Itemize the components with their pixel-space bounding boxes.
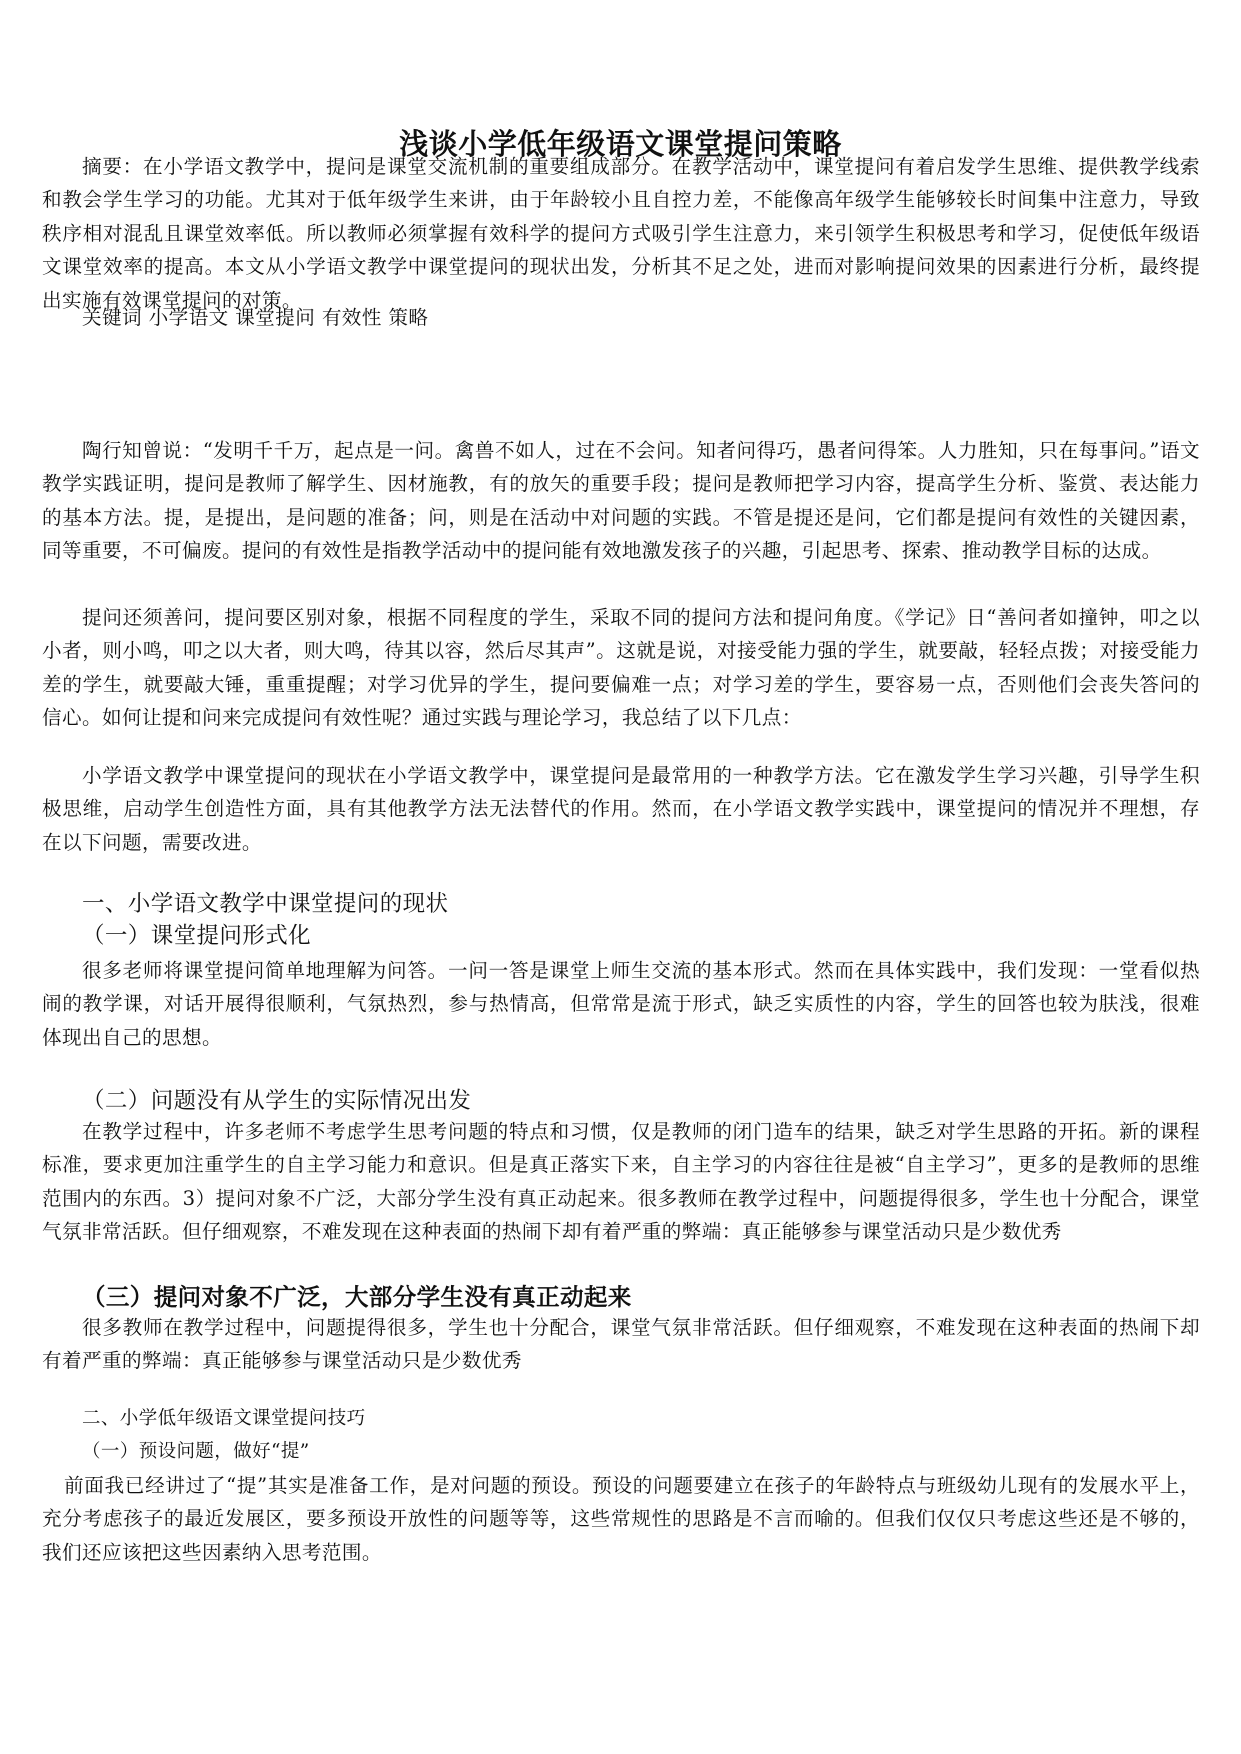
document-title: 浅谈小学低年级语文课堂提问策略 bbox=[399, 127, 842, 161]
section-1-heading: 一、小学语文教学中课堂提问的现状 bbox=[82, 891, 449, 917]
section-1-sub-1-heading: （一）课堂提问形式化 bbox=[82, 923, 312, 949]
abstract-paragraph: 摘要：在小学语文教学中，提问是课堂交流机制的重要组成部分。在教学活动中，课堂提问有着启发学生思维、提供教学线索和教会学生学习的功能。尤其对于低年级学生来讲，由于年龄较小且自控力差，不能像高年级学生能够较长时间集中注意力，导致秩序相对混乱且课堂效率低。所以教师必须掌握有效科学的提问方式吸引学生注意力，来引领学生积极思考和学习，促使低年级语文课堂效率的提高。本文从小学语文教学中课堂提问的现状出发，分析其不足之处，进而对影响提问效果的因素进行分析，最终提出实施有效课堂提问的对策。 bbox=[42, 155, 1200, 312]
section-1-sub-2-heading: （二）问题没有从学生的实际情况出发 bbox=[82, 1088, 472, 1114]
section-1-sub-2-text: 在教学过程中，许多老师不考虑学生思考问题的特点和习惯，仅是教师的闭门造车的结果，缺乏对学生思路的开拓。新的课程标准，要求更加注重学生的自主学习能力和意识。但是真正落实下来，自主学习的内容往往是被“自主学习”，更多的是教师的思维范围内的东西。3）提问对象不广泛，大部分学生没有真正动起来。很多教师在教学过程中，问题提得很多，学生也十分配合，课堂气氛非常活跃。但仔细观察，不难发现在这种表面的热闹下却有着严重的弊端：真正能够参与课堂活动只是少数优秀 bbox=[42, 1120, 1200, 1244]
section-2-sub-1-heading: （一）预设问题，做好“提” bbox=[82, 1441, 310, 1462]
section-1-sub-3-heading: （三）提问对象不广泛，大部分学生没有真正动起来 bbox=[82, 1283, 632, 1311]
section-2-heading: 二、小学低年级语文课堂提问技巧 bbox=[82, 1408, 366, 1429]
intro-paragraph-2: 提问还须善问，提问要区别对象，根据不同程度的学生，采取不同的提问方法和提问角度。《学记》日“善问者如撞钟，叩之以小者，则小鸣，叩之以大者，则大鸣，待其以容，然后尽其声”。这就是说，对接受能力强的学生，就要敲，轻轻点拨；对接受能力差的学生，就要敲大锤，重重提醒；对学习优异的学生，提问要偏难一点；对学习差的学生，要容易一点，否则他们会丧失答问的信心。如何让提和问来完成提问有效性呢？通过实践与理论学习，我总结了以下几点： bbox=[42, 606, 1200, 730]
status-paragraph: 小学语文教学中课堂提问的现状在小学语文教学中，课堂提问是最常用的一种教学方法。它在激发学生学习兴趣，引导学生积极思维，启动学生创造性方面，具有其他教学方法无法替代的作用。然而，在小学语文教学实践中，课堂提问的情况并不理想，存在以下问题，需要改进。 bbox=[42, 764, 1200, 854]
keywords-line: 关键词 小学语文 课堂提问 有效性 策略 bbox=[82, 306, 429, 329]
section-1-sub-3-text: 很多教师在教学过程中，问题提得很多，学生也十分配合，课堂气氛非常活跃。但仔细观察，不难发现在这种表面的热闹下却有着严重的弊端：真正能够参与课堂活动只是少数优秀 bbox=[42, 1316, 1200, 1373]
section-2-sub-1-text: 前面我已经讲过了“提”其实是准备工作，是对问题的预设。预设的问题要建立在孩子的年龄特点与班级幼儿现有的发展水平上，充分考虑孩子的最近发展区，要多预设开放性的问题等等，这些常规性的思路是不言而喻的。但我们仅仅只考虑这些还是不够的，我们还应该把这些因素纳入思考范围。 bbox=[42, 1474, 1200, 1564]
section-1-sub-1-text: 很多老师将课堂提问简单地理解为问答。一问一答是课堂上师生交流的基本形式。然而在具体实践中，我们发现：一堂看似热闹的教学课，对话开展得很顺利，气氛热烈，参与热情高，但常常是流于形式，缺乏实质性的内容，学生的回答也较为肤浅，很难体现出自己的思想。 bbox=[42, 959, 1200, 1049]
intro-paragraph-1: 陶行知曾说：“发明千千万，起点是一问。禽兽不如人，过在不会问。知者问得巧，愚者问得笨。人力胜知，只在每事问。”语文教学实践证明，提问是教师了解学生、因材施教，有的放矢的重要手段；提问是教师把学习内容，提高学生分析、鉴赏、表达能力的基本方法。提，是提出，是问题的准备；问，则是在活动中对问题的实践。不管是提还是问，它们都是提问有效性的关键因素，同等重要，不可偏废。提问的有效性是指教学活动中的提问能有效地激发孩子的兴趣，引起思考、探索、推动教学目标的达成。 bbox=[42, 439, 1200, 563]
